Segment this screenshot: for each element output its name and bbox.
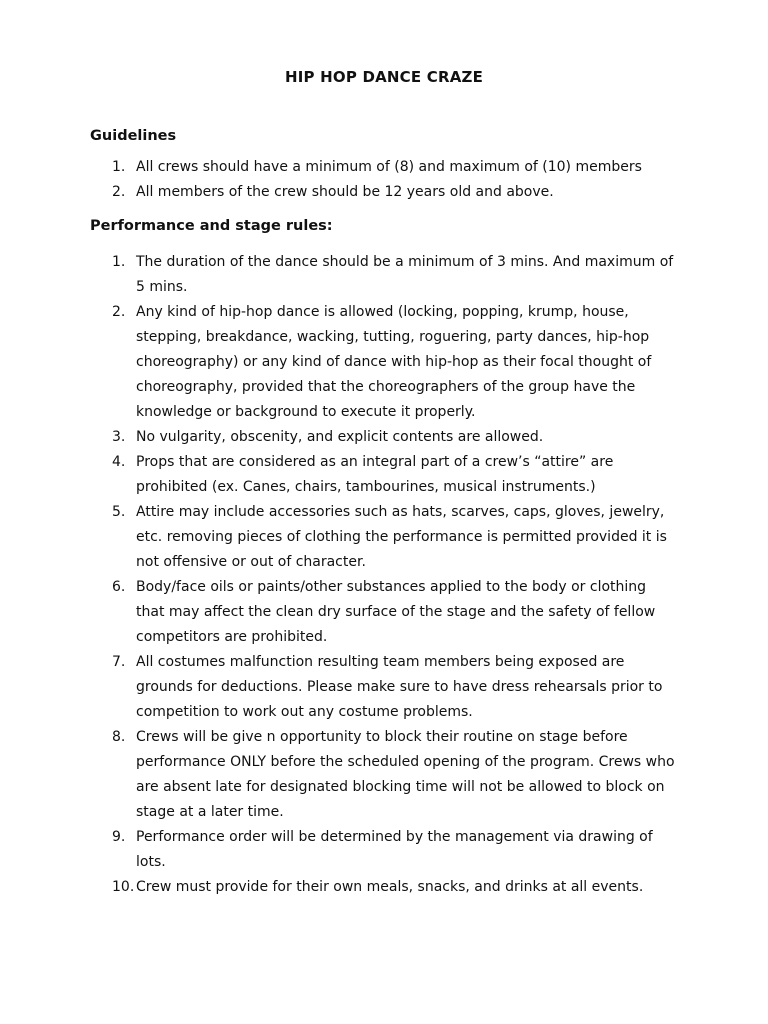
list-item-number: 4.	[112, 454, 126, 470]
list-item-number: 2.	[112, 184, 126, 200]
list-item	[90, 450, 676, 500]
list-item-text: Props that are considered as an integral part of a crew’s “attire” are prohibited (ex. Canes, chairs, tambourines, musical instruments.)	[136, 454, 614, 495]
guidelines-list	[90, 155, 690, 205]
section-heading-guidelines: Guidelines	[90, 128, 177, 144]
list-item-number: 8.	[112, 729, 126, 745]
list-item-text: The duration of the dance should be a minimum of 3 mins. And maximum of 5 mins.	[136, 254, 674, 295]
list-item	[90, 650, 676, 725]
list-item-number: 1.	[112, 159, 126, 175]
list-item-text: Any kind of hip-hop dance is allowed (locking, popping, krump, house, stepping, breakdance, wacking, tutting, roguering, party dances, hip-hop choreography) or any kind of dance with hip-hop as their focal thought of choreography, provided that the choreographers of the group have the knowledge or background to execute it properly.	[136, 304, 652, 420]
list-item-text: All costumes malfunction resulting team members being exposed are grounds for deductions. Please make sure to have dress rehearsals prior to competition to work out any costume problems.	[136, 654, 663, 720]
performance-rules-list	[90, 250, 690, 900]
list-item	[90, 180, 676, 205]
list-item-number: 2.	[112, 304, 126, 320]
list-item-number: 9.	[112, 829, 126, 845]
list-item	[90, 425, 676, 450]
list-item-number: 6.	[112, 579, 126, 595]
list-item-text: Body/face oils or paints/other substances applied to the body or clothing that may affect the clean dry surface of the stage and the safety of fellow competitors are prohibited.	[136, 579, 656, 645]
list-item	[90, 825, 676, 875]
list-item	[90, 500, 676, 575]
list-item-number: 5.	[112, 504, 126, 520]
list-item	[90, 575, 676, 650]
list-item-text: All members of the crew should be 12 years old and above.	[136, 184, 554, 200]
list-item	[90, 300, 676, 425]
list-item	[90, 250, 676, 300]
section-heading-performance-rules: Performance and stage rules:	[90, 218, 333, 234]
list-item-text: Performance order will be determined by the management via drawing of lots.	[136, 829, 653, 870]
list-item	[90, 155, 676, 180]
list-item	[90, 725, 676, 825]
document-title: HIP HOP DANCE CRAZE	[284, 68, 484, 86]
list-item-number: 10.	[112, 879, 135, 895]
list-item	[90, 875, 676, 900]
list-item-text: Crew must provide for their own meals, snacks, and drinks at all events.	[136, 879, 644, 895]
list-item-text: No vulgarity, obscenity, and explicit contents are allowed.	[136, 429, 544, 445]
list-item-number: 3.	[112, 429, 126, 445]
list-item-text: Crews will be give n opportunity to block their routine on stage before performance ONLY before the scheduled opening of the program. Crews who are absent late for designated blocking time will not be allowed to block on stage at a later time.	[136, 729, 675, 820]
list-item-text: Attire may include accessories such as hats, scarves, caps, gloves, jewelry, etc. removing pieces of clothing the performance is permitted provided it is not offensive or out of character.	[136, 504, 667, 570]
list-item-text: All crews should have a minimum of (8) and maximum of (10) members	[136, 159, 642, 175]
list-item-number: 1.	[112, 254, 126, 270]
list-item-number: 7.	[112, 654, 126, 670]
